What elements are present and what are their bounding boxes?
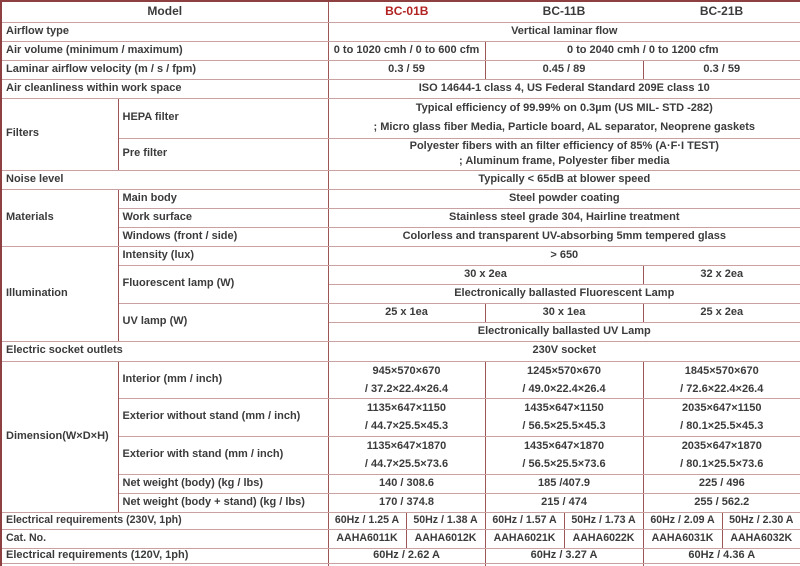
cell-value <box>485 361 643 398</box>
cell-value: 230V socket <box>328 341 800 361</box>
table-row-exterior-stand <box>1 436 800 474</box>
table-row-airflow <box>1 22 800 41</box>
cell-value: Electronically ballasted UV Lamp <box>328 322 800 341</box>
table-row-interior <box>1 361 800 398</box>
cell-value: 60Hz / 4.36 A <box>643 548 800 563</box>
cell-value: 0 to 1020 cmh / 0 to 600 cfm <box>328 41 485 60</box>
cell-line: / 56.5×25.5×45.3 <box>522 420 606 432</box>
cell-value: 25 x 2ea <box>643 303 800 322</box>
cell-value: AAHA6012K <box>406 529 485 548</box>
cell-value: AAHA6011K <box>328 529 406 548</box>
cell-value: AAHA6022K <box>564 529 643 548</box>
table-row-fluorescent-values <box>1 265 800 284</box>
cell-value: 32 x 2ea <box>643 265 800 284</box>
cell-value: 225 / 496 <box>643 474 800 493</box>
cell-value: ISO 14644-1 class 4, US Federal Standard 209E class 10 <box>328 79 800 98</box>
cell-value <box>643 436 800 474</box>
row-label: Interior (mm / inch) <box>118 361 328 398</box>
row-label: Air cleanliness within work space <box>1 79 328 98</box>
table-row-net-weight-body <box>1 474 800 493</box>
row-label: Laminar airflow velocity (m / s / fpm) <box>1 60 328 79</box>
row-label: Cat. No. <box>1 529 328 548</box>
cell-value <box>328 361 485 398</box>
cell-line: 2035×647×1870 <box>681 440 762 452</box>
row-label: Windows (front / side) <box>118 227 328 246</box>
cell-value <box>643 361 800 398</box>
model-header-label: Model <box>1 1 328 22</box>
cell-line: / 49.0×22.4×26.4 <box>522 382 606 395</box>
table-row-windows <box>1 227 800 246</box>
cell-value <box>328 398 485 436</box>
group-label-illumination: Illumination <box>1 246 118 341</box>
table-row-elec-230 <box>1 512 800 529</box>
cell-value: Vertical laminar flow <box>328 22 800 41</box>
cell-value <box>485 398 643 436</box>
cell-value <box>328 98 800 138</box>
cell-value: 0 to 2040 cmh / 0 to 1200 cfm <box>485 41 800 60</box>
row-label: Work surface <box>118 208 328 227</box>
cell-line: Polyester fibers with an filter efficiency of 85% (A·F·I TEST) <box>409 140 719 152</box>
cell-value: Stainless steel grade 304, Hairline treatment <box>328 208 800 227</box>
cell-line: 1245×570×670 <box>527 364 602 377</box>
cell-value: AAHA6031K <box>643 529 722 548</box>
row-label: Main body <box>118 189 328 208</box>
cell-line: / 37.2×22.4×26.4 <box>364 382 449 395</box>
row-label: Net weight (body + stand) (kg / lbs) <box>118 493 328 512</box>
row-label: HEPA filter <box>118 98 328 138</box>
model-name-bc11b: BC-11B <box>485 1 643 22</box>
cell-value: 255 / 562.2 <box>643 493 800 512</box>
cell-line: 945×570×670 <box>372 364 441 377</box>
table-row-pre-filter <box>1 138 800 170</box>
table-row-noise <box>1 170 800 189</box>
cell-value: Colorless and transparent UV-absorbing 5mm tempered glass <box>328 227 800 246</box>
cell-value: 140 / 308.6 <box>328 474 485 493</box>
group-label-materials: Materials <box>1 189 118 246</box>
cell-value: 185 /407.9 <box>485 474 643 493</box>
row-label: UV lamp (W) <box>118 303 328 341</box>
cell-value: 60Hz / 1.25 A <box>328 512 406 529</box>
cell-value: 30 x 1ea <box>485 303 643 322</box>
table-row-exterior-no-stand <box>1 398 800 436</box>
cell-line: / 56.5×25.5×73.6 <box>522 458 606 470</box>
cell-value <box>643 398 800 436</box>
row-label: Exterior without stand (mm / inch) <box>118 398 328 436</box>
table-row-work-surface <box>1 208 800 227</box>
row-label: Noise level <box>1 170 328 189</box>
cell-line: / 44.7×25.5×73.6 <box>364 458 449 470</box>
table-row-velocity <box>1 60 800 79</box>
table-row-main-body <box>1 189 800 208</box>
cell-value: 60Hz / 1.57 A <box>485 512 564 529</box>
row-label: Fluorescent lamp (W) <box>118 265 328 303</box>
cell-value: 25 x 1ea <box>328 303 485 322</box>
model-name-bc21b: BC-21B <box>643 1 800 22</box>
table-row-air-volume <box>1 41 800 60</box>
row-label: Net weight (body) (kg / lbs) <box>118 474 328 493</box>
cell-line: / 80.1×25.5×73.6 <box>680 458 764 470</box>
cell-value: > 650 <box>328 246 800 265</box>
table-row-uv-values <box>1 303 800 322</box>
table-row-socket <box>1 341 800 361</box>
cell-value: 215 / 474 <box>485 493 643 512</box>
table-row-cleanliness <box>1 79 800 98</box>
cell-value <box>328 436 485 474</box>
cell-line: 2035×647×1150 <box>681 402 762 414</box>
table-row-net-weight-body-stand <box>1 493 800 512</box>
table-row-cat-no <box>1 529 800 548</box>
cell-value: 60Hz / 3.27 A <box>485 548 643 563</box>
cell-line: 1135×647×1870 <box>366 440 447 452</box>
cell-line: ; Micro glass fiber Media, Particle board, AL separator, Neoprene gaskets <box>373 121 755 133</box>
cell-value: Typically < 65dB at blower speed <box>328 170 800 189</box>
cell-value: 0.3 / 59 <box>643 60 800 79</box>
cell-value: 50Hz / 2.30 A <box>722 512 800 529</box>
row-label: Electrical requirements (230V, 1ph) <box>1 512 328 529</box>
row-label: Exterior with stand (mm / inch) <box>118 436 328 474</box>
cell-value <box>485 436 643 474</box>
cell-line: Typical efficiency of 99.99% on 0.3µm (US MIL- STD -282) <box>415 102 713 114</box>
cell-line: 1135×647×1150 <box>367 402 446 414</box>
row-label: Air volume (minimum / maximum) <box>1 41 328 60</box>
cell-value: Electronically ballasted Fluorescent Lamp <box>328 284 800 303</box>
cell-value <box>328 138 800 170</box>
cell-value: 60Hz / 2.09 A <box>643 512 722 529</box>
cell-value: 30 x 2ea <box>328 265 643 284</box>
cell-line: 1845×570×670 <box>684 364 759 377</box>
model-name-bc01b: BC-01B <box>328 1 485 22</box>
cell-value: 0.45 / 89 <box>485 60 643 79</box>
cell-value: 50Hz / 1.38 A <box>406 512 485 529</box>
cell-value: 60Hz / 2.62 A <box>328 548 485 563</box>
row-label: Electrical requirements (120V, 1ph) <box>1 548 328 563</box>
row-label: Airflow type <box>1 22 328 41</box>
table-row-intensity <box>1 246 800 265</box>
row-label: Intensity (lux) <box>118 246 328 265</box>
cell-value: 50Hz / 1.73 A <box>564 512 643 529</box>
cell-line: 1435×647×1870 <box>523 440 605 452</box>
row-label: Electric socket outlets <box>1 341 328 361</box>
cell-line: 1435×647×1150 <box>524 402 604 414</box>
group-label-filters: Filters <box>1 98 118 170</box>
cell-line: / 44.7×25.5×45.3 <box>364 420 449 432</box>
cell-line: / 72.6×22.4×26.4 <box>680 382 764 395</box>
cell-value: 170 / 374.8 <box>328 493 485 512</box>
cell-value: 0.3 / 59 <box>328 60 485 79</box>
cell-line: ; Aluminum frame, Polyester fiber media <box>459 155 670 167</box>
group-label-dimension: Dimension(W×D×H) <box>1 361 118 512</box>
table-row-elec-120 <box>1 548 800 563</box>
cell-line: / 80.1×25.5×45.3 <box>680 420 764 432</box>
row-label: Pre filter <box>118 138 328 170</box>
table-row-model <box>1 1 800 22</box>
table-row-hepa-filter <box>1 98 800 138</box>
cell-value: Steel powder coating <box>328 189 800 208</box>
cell-value: AAHA6032K <box>722 529 800 548</box>
cell-value: AAHA6021K <box>485 529 564 548</box>
